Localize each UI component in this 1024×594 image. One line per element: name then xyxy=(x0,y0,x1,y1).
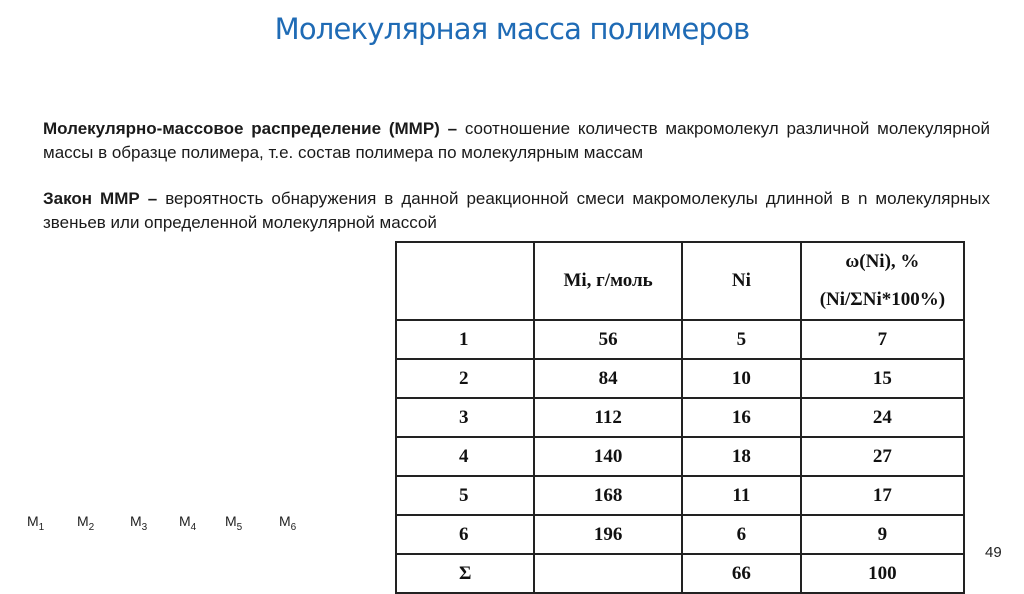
cell-mass: 112 xyxy=(534,398,682,437)
header-fraction-line2: (Ni/ΣNi*100%) xyxy=(819,289,946,310)
m-label xyxy=(77,513,94,533)
cell-index: 4 xyxy=(396,437,534,476)
cell-fraction: 7 xyxy=(801,320,964,359)
cell-fraction: 24 xyxy=(801,398,964,437)
table-row xyxy=(396,320,964,359)
header-fraction-line1: ω(Ni), % xyxy=(845,251,920,272)
m-label-sub: 6 xyxy=(290,521,297,533)
mmr-text: соотношение количеств макромолекул различной молекулярной массы в образце полимера, т.е. состав полимера по молекулярным массам xyxy=(43,119,990,162)
cell-count: 18 xyxy=(682,437,801,476)
m-label xyxy=(179,513,196,533)
cell-index: 6 xyxy=(396,515,534,554)
cell-count: 10 xyxy=(682,359,801,398)
m-label-sub: 3 xyxy=(141,521,148,533)
m-label-base: M xyxy=(130,513,142,529)
cell-mass: 196 xyxy=(534,515,682,554)
m-label-sub: 1 xyxy=(38,521,45,533)
cell-index: 1 xyxy=(396,320,534,359)
law-term: Закон ММР – xyxy=(43,189,158,208)
m-label xyxy=(130,513,147,533)
cell-index: 3 xyxy=(396,398,534,437)
table-row xyxy=(396,359,964,398)
m-label xyxy=(27,513,44,533)
m-label-base: M xyxy=(77,513,89,529)
table-row xyxy=(396,476,964,515)
table-row xyxy=(396,515,964,554)
m-label-base: M xyxy=(27,513,39,529)
cell-index: 5 xyxy=(396,476,534,515)
cell-fraction: 17 xyxy=(801,476,964,515)
m-label-sub: 5 xyxy=(236,521,243,533)
header-mass: Mi, г/моль xyxy=(534,242,682,320)
cell-count: 5 xyxy=(682,320,801,359)
m-label-base: M xyxy=(279,513,291,529)
cell-mass: 84 xyxy=(534,359,682,398)
mmr-definition xyxy=(43,117,990,165)
cell-fraction: 9 xyxy=(801,515,964,554)
m-label-base: M xyxy=(179,513,191,529)
m-label-sub: 4 xyxy=(190,521,197,533)
mmr-table xyxy=(395,241,965,594)
page-number: 49 xyxy=(985,544,1002,561)
cell-fraction: 100 xyxy=(801,554,964,593)
mmr-term: Молекулярно-массовое распределение (ММР) – xyxy=(43,119,458,138)
cell-count: 11 xyxy=(682,476,801,515)
header-count: Ni xyxy=(682,242,801,320)
table-header-row xyxy=(396,242,964,320)
cell-mass: 56 xyxy=(534,320,682,359)
table-row xyxy=(396,437,964,476)
cell-mass: 168 xyxy=(534,476,682,515)
cell-count: 66 xyxy=(682,554,801,593)
cell-index: 2 xyxy=(396,359,534,398)
cell-fraction: 15 xyxy=(801,359,964,398)
header-index xyxy=(396,242,534,320)
m-label xyxy=(225,513,242,533)
cell-mass: 140 xyxy=(534,437,682,476)
cell-count: 16 xyxy=(682,398,801,437)
cell-count: 6 xyxy=(682,515,801,554)
cell-fraction: 27 xyxy=(801,437,964,476)
mmr-law xyxy=(43,187,990,235)
m-label-sub: 2 xyxy=(88,521,95,533)
table-row xyxy=(396,398,964,437)
header-fraction xyxy=(801,242,964,320)
cell-index: Σ xyxy=(396,554,534,593)
law-text: вероятность обнаружения в данной реакционной смеси макромолекулы длинной в n молекулярных звеньев или определенной молекулярной массой xyxy=(43,189,991,232)
slide-title: Молекулярная масса полимеров xyxy=(274,12,750,46)
m-label-base: M xyxy=(225,513,237,529)
m-label xyxy=(279,513,296,533)
